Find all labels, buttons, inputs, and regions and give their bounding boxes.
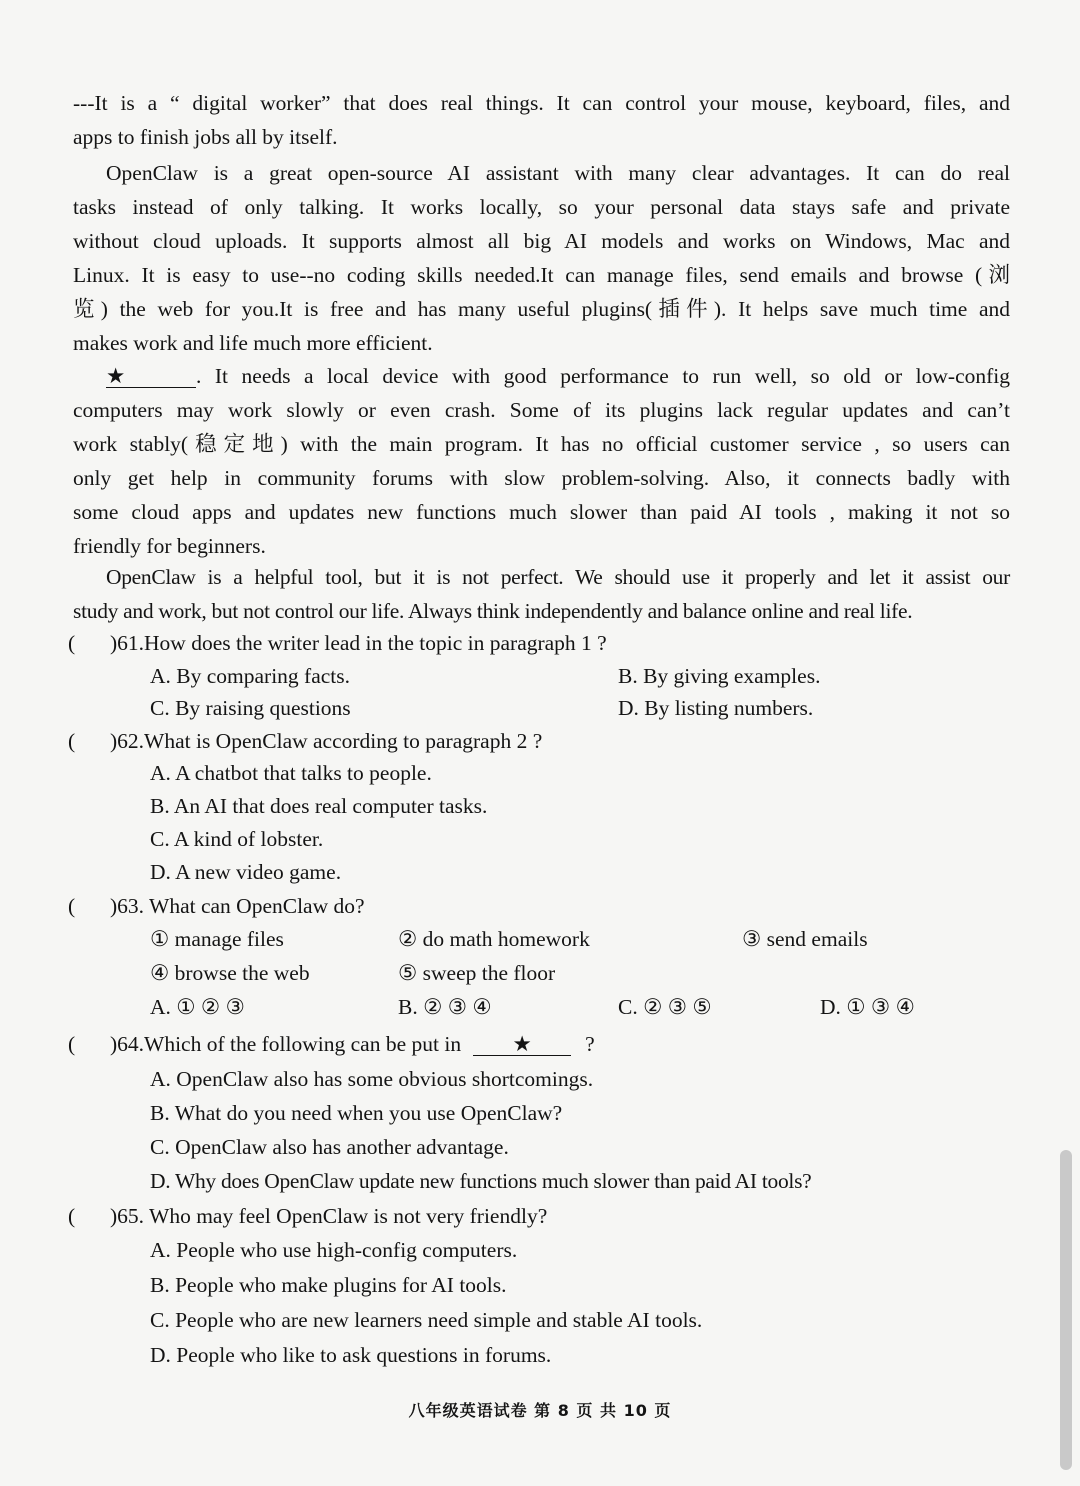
paragraph-2	[73, 156, 1010, 360]
option-d: D. Why does OpenClaw update new functions much slower than paid AI tools?	[150, 1169, 812, 1193]
answer-bracket[interactable]: (	[68, 631, 76, 655]
scrollbar[interactable]	[1060, 1150, 1072, 1480]
text-line: OpenClaw is a great open-source AI assistant with many clear advantages. It can do real	[106, 161, 1010, 185]
text-line: without cloud uploads. It supports almost all big AI models and works on Windows, Mac and	[73, 229, 1010, 253]
answer-blank: ★	[473, 1033, 571, 1056]
text-line: computers may work slowly or even crash. Some of its plugins lack regular updates and can’t	[73, 398, 1010, 422]
question-text: )64.Which of the following can be put in	[110, 1032, 462, 1056]
text-line: study and work, but not control our life. Always think independently and balance online and real life.	[73, 599, 913, 623]
paragraph-1	[73, 86, 1010, 154]
choice-item: ③ send emails	[742, 927, 868, 951]
option-c: C. A kind of lobster.	[150, 827, 324, 851]
option-d: D. By listing numbers.	[618, 696, 814, 720]
question-text: )65. Who may feel OpenClaw is not very friendly?	[110, 1204, 548, 1228]
text-line: some cloud apps and updates new functions much slower than paid AI tools , making it not so	[73, 500, 1010, 524]
text-line: OpenClaw is a helpful tool, but it is not perfect. We should use it properly and let it assist our	[106, 565, 1010, 589]
option-b: B. An AI that does real computer tasks.	[150, 794, 488, 818]
text-line: tasks instead of only talking. It works locally, so your personal data stays safe and private	[73, 195, 1010, 219]
question-65	[68, 1201, 547, 1231]
text-line: 览) the web for you.It is free and has many useful plugins(插件). It helps save much time and	[73, 297, 1010, 321]
option-d: D. A new video game.	[150, 860, 342, 884]
option-a: A. By comparing facts.	[150, 664, 351, 688]
option-d: D. People who like to ask questions in forums.	[150, 1343, 552, 1367]
text-line: apps to finish jobs all by itself.	[73, 125, 338, 149]
option-c: C. By raising questions	[150, 696, 351, 720]
option-a: A. A chatbot that talks to people.	[150, 761, 432, 785]
answer-blank: ★	[106, 365, 196, 388]
paragraph-4	[73, 560, 1010, 628]
text-line: only get help in community forums with slow problem-solving. Also, it connects badly with	[73, 466, 1010, 490]
text-line	[73, 359, 1010, 393]
choice-item: ④ browse the web	[150, 961, 310, 985]
text-line: friendly for beginners.	[73, 534, 266, 558]
option-b: B. What do you need when you use OpenClaw?	[150, 1101, 563, 1125]
question-62	[68, 726, 542, 756]
text-line: Linux. It is easy to use--no coding skills needed.It can manage files, send emails and browse (浏	[73, 263, 1010, 287]
option-a: A. OpenClaw also has some obvious shortcomings.	[150, 1067, 594, 1091]
option-c: C. People who are new learners need simple and stable AI tools.	[150, 1308, 703, 1332]
paragraph-3	[73, 359, 1010, 563]
answer-bracket[interactable]: (	[68, 1204, 76, 1228]
page-footer: 八年级英语试卷 第 8 页 共 10 页	[408, 1401, 672, 1420]
option-b: B. People who make plugins for AI tools.	[150, 1273, 507, 1297]
choice-item: ① manage files	[150, 927, 284, 951]
option-d: D. ① ③ ④	[820, 995, 915, 1019]
option-a: A. ① ② ③	[150, 995, 245, 1019]
option-c: C. ② ③ ⑤	[618, 995, 712, 1019]
question-text: )62.What is OpenClaw according to paragraph 2 ?	[110, 729, 543, 753]
scrollbar-thumb[interactable]	[1060, 1150, 1072, 1470]
question-text: )63. What can OpenClaw do?	[110, 894, 365, 918]
option-a: A. People who use high-config computers.	[150, 1238, 518, 1262]
question-mark: ?	[585, 1032, 595, 1056]
answer-bracket[interactable]: (	[68, 729, 76, 753]
choice-item: ⑤ sweep the floor	[398, 961, 556, 985]
text-segment: . It needs a local device with good performance to run well, so old or low-config	[196, 364, 1010, 388]
question-61	[68, 628, 607, 658]
question-64	[68, 1029, 595, 1059]
text-line: ---It is a “ digital worker” that does real things. It can control your mouse, keyboard, files, and	[73, 91, 1010, 115]
question-63	[68, 891, 365, 921]
option-b: B. ② ③ ④	[398, 995, 492, 1019]
text-line: work stably(稳定地) with the main program. It has no official customer service , so users can	[73, 432, 1010, 456]
option-b: B. By giving examples.	[618, 664, 821, 688]
choice-item: ② do math homework	[398, 927, 590, 951]
text-line: makes work and life much more efficient.	[73, 331, 433, 355]
answer-bracket[interactable]: (	[68, 894, 76, 918]
option-c: C. OpenClaw also has another advantage.	[150, 1135, 509, 1159]
question-text: )61.How does the writer lead in the topic in paragraph 1 ?	[110, 631, 607, 655]
answer-bracket[interactable]: (	[68, 1032, 76, 1056]
